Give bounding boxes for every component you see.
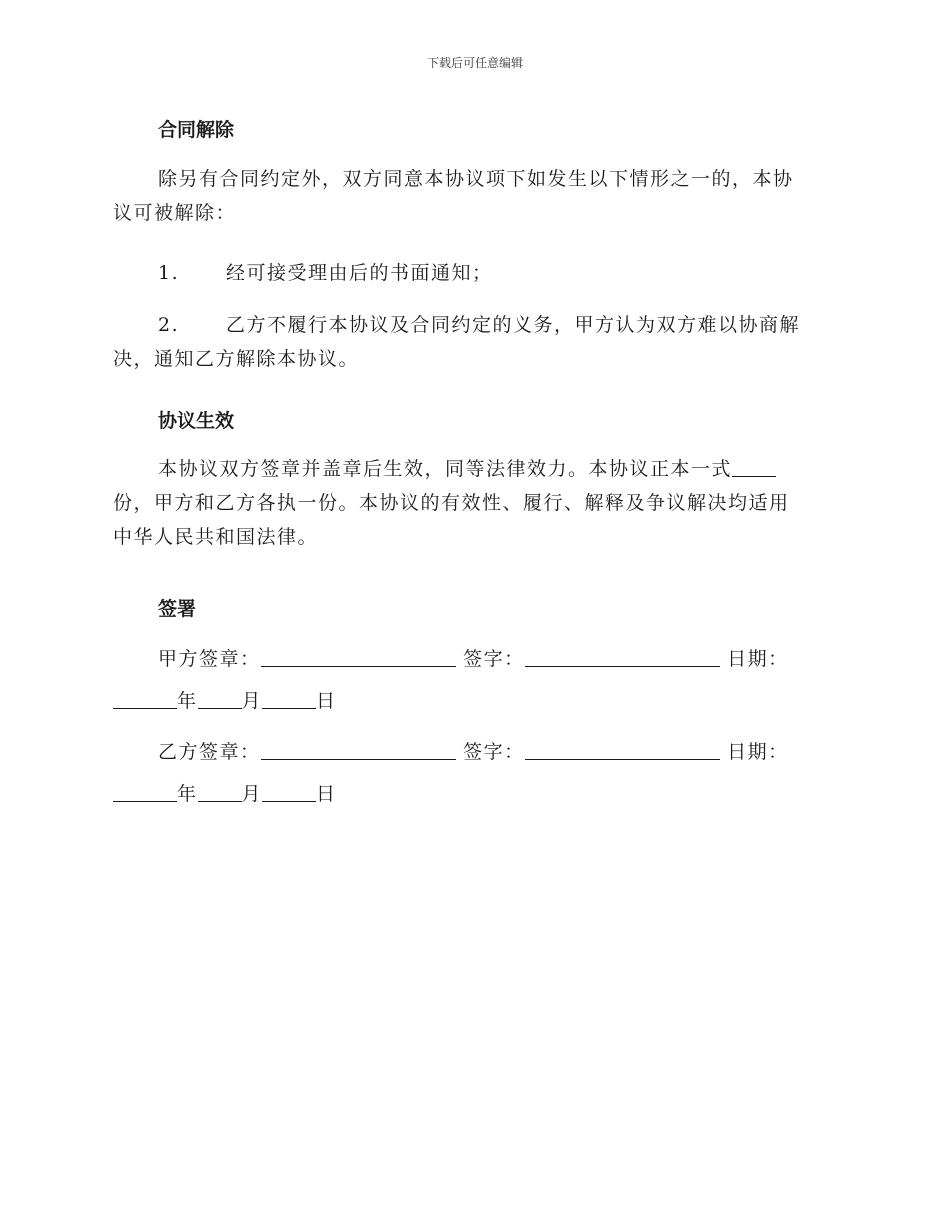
party-b-seal-blank xyxy=(261,741,456,760)
effect-line2: 份，甲方和乙方各执一份。本协议的有效性、履行、解释及争议解决均适用 xyxy=(113,492,790,514)
party-a-date-label: 日期： xyxy=(727,648,789,670)
item-number: 1. xyxy=(158,262,180,284)
termination-intro xyxy=(113,162,833,230)
party-b-month-blank xyxy=(198,783,242,802)
item-text-line1: 乙方不履行本协议及合同约定的义务，甲方认为双方难以协商解 xyxy=(226,314,801,336)
termination-item-1 xyxy=(113,256,833,290)
day-label: 日 xyxy=(316,783,337,805)
party-a-seal-blank xyxy=(261,648,456,667)
termination-intro-line2: 议可被解除： xyxy=(113,202,237,224)
page-header: 下载后可任意编辑 xyxy=(426,56,523,70)
effect-line1: 本协议双方签章并盖章后生效，同等法律效力。本协议正本一式 xyxy=(158,458,733,480)
party-a-month-blank xyxy=(198,690,242,709)
month-label: 月 xyxy=(241,690,263,712)
effect-paragraph xyxy=(113,452,833,554)
party-a-sign-blank xyxy=(525,648,720,667)
party-b-year-blank xyxy=(113,783,177,802)
year-label: 年 xyxy=(177,783,198,805)
item-text-line2: 决，通知乙方解除本协议。 xyxy=(113,348,360,370)
copies-blank xyxy=(732,458,776,477)
party-b-seal-label: 乙方签章： xyxy=(158,741,261,763)
day-label: 日 xyxy=(316,690,337,712)
party-a-sign-block xyxy=(113,642,833,718)
item-text: 经可接受理由后的书面通知； xyxy=(226,262,493,284)
party-b-date-label: 日期： xyxy=(727,741,789,763)
party-a-year-blank xyxy=(113,690,177,709)
year-label: 年 xyxy=(177,690,198,712)
section-title-sign: 签署 xyxy=(158,598,197,620)
party-a-sign-label: 签字： xyxy=(463,648,525,670)
month-label: 月 xyxy=(241,783,263,805)
item-number: 2. xyxy=(158,314,180,336)
party-b-sign-label: 签字： xyxy=(463,741,525,763)
section-title-termination: 合同解除 xyxy=(158,119,235,141)
party-a-seal-label: 甲方签章： xyxy=(158,648,261,670)
effect-line3: 中华人民共和国法律。 xyxy=(113,526,319,548)
termination-item-2 xyxy=(113,308,833,376)
party-a-day-blank xyxy=(262,690,316,709)
section-title-effect: 协议生效 xyxy=(158,410,235,432)
party-b-day-blank xyxy=(262,783,316,802)
party-b-sign-block xyxy=(113,735,833,811)
termination-intro-line1: 除另有合同约定外，双方同意本协议项下如发生以下情形之一的，本协 xyxy=(158,168,794,190)
party-b-sign-blank xyxy=(525,741,720,760)
